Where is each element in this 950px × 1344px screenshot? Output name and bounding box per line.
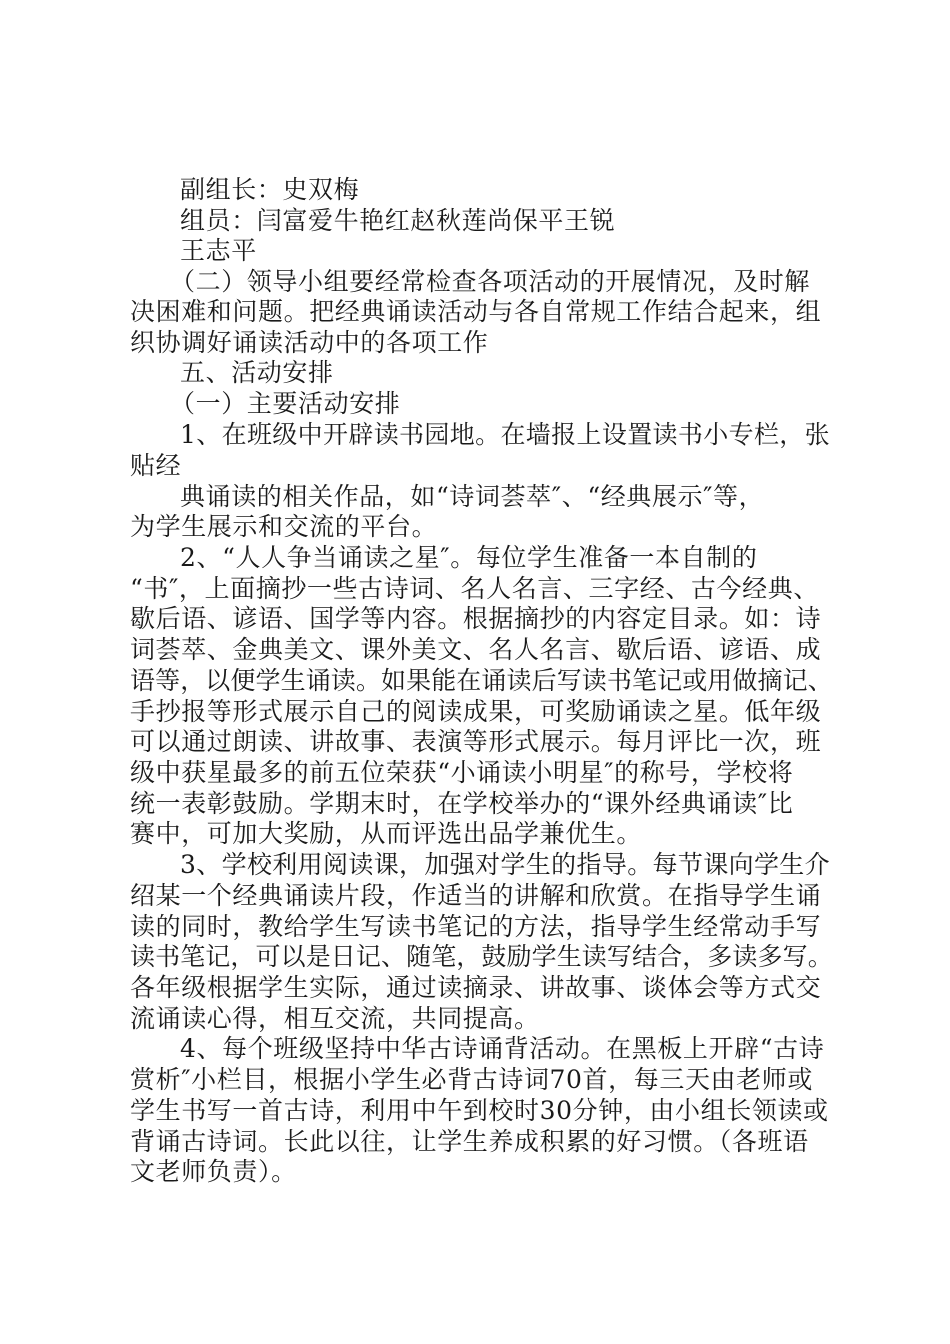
line-deputy-leader: 副组长：史双梅 xyxy=(180,175,360,204)
line-section-2-cont-1: 决困难和问题。把经典诵读活动与各自常规工作结合起来，组 xyxy=(130,297,822,326)
line-section-2-cont-2: 织协调好诵读活动中的各项工作 xyxy=(130,328,489,357)
item-2: 2、“人人争当诵读之星″。每位学生准备一本自制的 xyxy=(180,543,758,572)
item-3-cont-5: 流诵读心得，相互交流，共同提高。 xyxy=(130,1004,540,1033)
line-members-cont: 王志平 xyxy=(180,236,257,265)
item-2-cont-7: 级中获星最多的前五位荣获“小诵读小明星″的称号，学校将 xyxy=(130,758,794,787)
item-3: 3、学校利用阅读课，加强对学生的指导。每节课向学生介 xyxy=(180,850,831,879)
item-2-cont-8: 统一表彰鼓励。学期末时，在学校举办的“课外经典诵读″比 xyxy=(130,789,794,818)
item-4-cont-4: 文老师负责）。 xyxy=(130,1157,297,1186)
item-4-cont-1: 赏析″小栏目，根据小学生必背古诗词70首，每三天由老师或 xyxy=(130,1065,813,1094)
item-2-cont-5: 手抄报等形式展示自己的阅读成果，可奖励诵读之星。低年级 xyxy=(130,697,822,726)
item-2-cont-9: 赛中，可加大奖励，从而评选出品学兼优生。 xyxy=(130,819,643,848)
item-3-cont-4: 各年级根据学生实际，通过读摘录、讲故事、谈体会等方式交 xyxy=(130,973,822,1002)
item-1: 1、在班级中开辟读书园地。在墙报上设置读书小专栏，张 xyxy=(180,420,831,449)
item-2-cont-6: 可以通过朗读、讲故事、表演等形式展示。每月评比一次，班 xyxy=(130,727,822,756)
item-1-cont-3: 为学生展示和交流的平台。 xyxy=(130,512,438,541)
heading-main-activities: （一）主要活动安排 xyxy=(170,389,401,418)
line-members: 组员：闫富爱牛艳红赵秋莲尚保平王锐 xyxy=(180,206,616,235)
heading-activity-plan: 五、活动安排 xyxy=(180,358,334,387)
item-3-cont-1: 绍某一个经典诵读片段，作适当的讲解和欣赏。在指导学生诵 xyxy=(130,881,822,910)
item-3-cont-3: 读书笔记，可以是日记、随笔，鼓励学生读写结合，多读多写。 xyxy=(130,942,833,971)
item-2-cont-1: “书″，上面摘抄一些古诗词、名人名言、三字经、古今经典、 xyxy=(130,574,819,603)
item-4-cont-2: 学生书写一首古诗，利用中午到校时30分钟，由小组长领读或 xyxy=(130,1096,829,1125)
line-section-2: （二）领导小组要经常检查各项活动的开展情况，及时解 xyxy=(170,267,811,296)
item-4: 4、每个班级坚持中华古诗诵背活动。在黑板上开辟“古诗 xyxy=(180,1034,825,1063)
item-3-cont-2: 读的同时，教给学生写读书笔记的方法，指导学生经常动手写 xyxy=(130,912,822,941)
item-4-cont-3: 背诵古诗词。长此以往，让学生养成积累的好习惯。（各班语 xyxy=(130,1127,809,1156)
item-1-cont-2: 典诵读的相关作品，如“诗词荟萃″、“经典展示″等， xyxy=(180,482,765,511)
item-2-cont-2: 歇后语、谚语、国学等内容。根据摘抄的内容定目录。如：诗 xyxy=(130,604,822,633)
item-2-cont-4: 语等，以便学生诵读。如果能在诵读后写读书笔记或用做摘记、 xyxy=(130,666,833,695)
item-2-cont-3: 词荟萃、金典美文、课外美文、名人名言、歇后语、谚语、成 xyxy=(130,635,822,664)
item-1-cont-1: 贴经 xyxy=(130,451,182,480)
